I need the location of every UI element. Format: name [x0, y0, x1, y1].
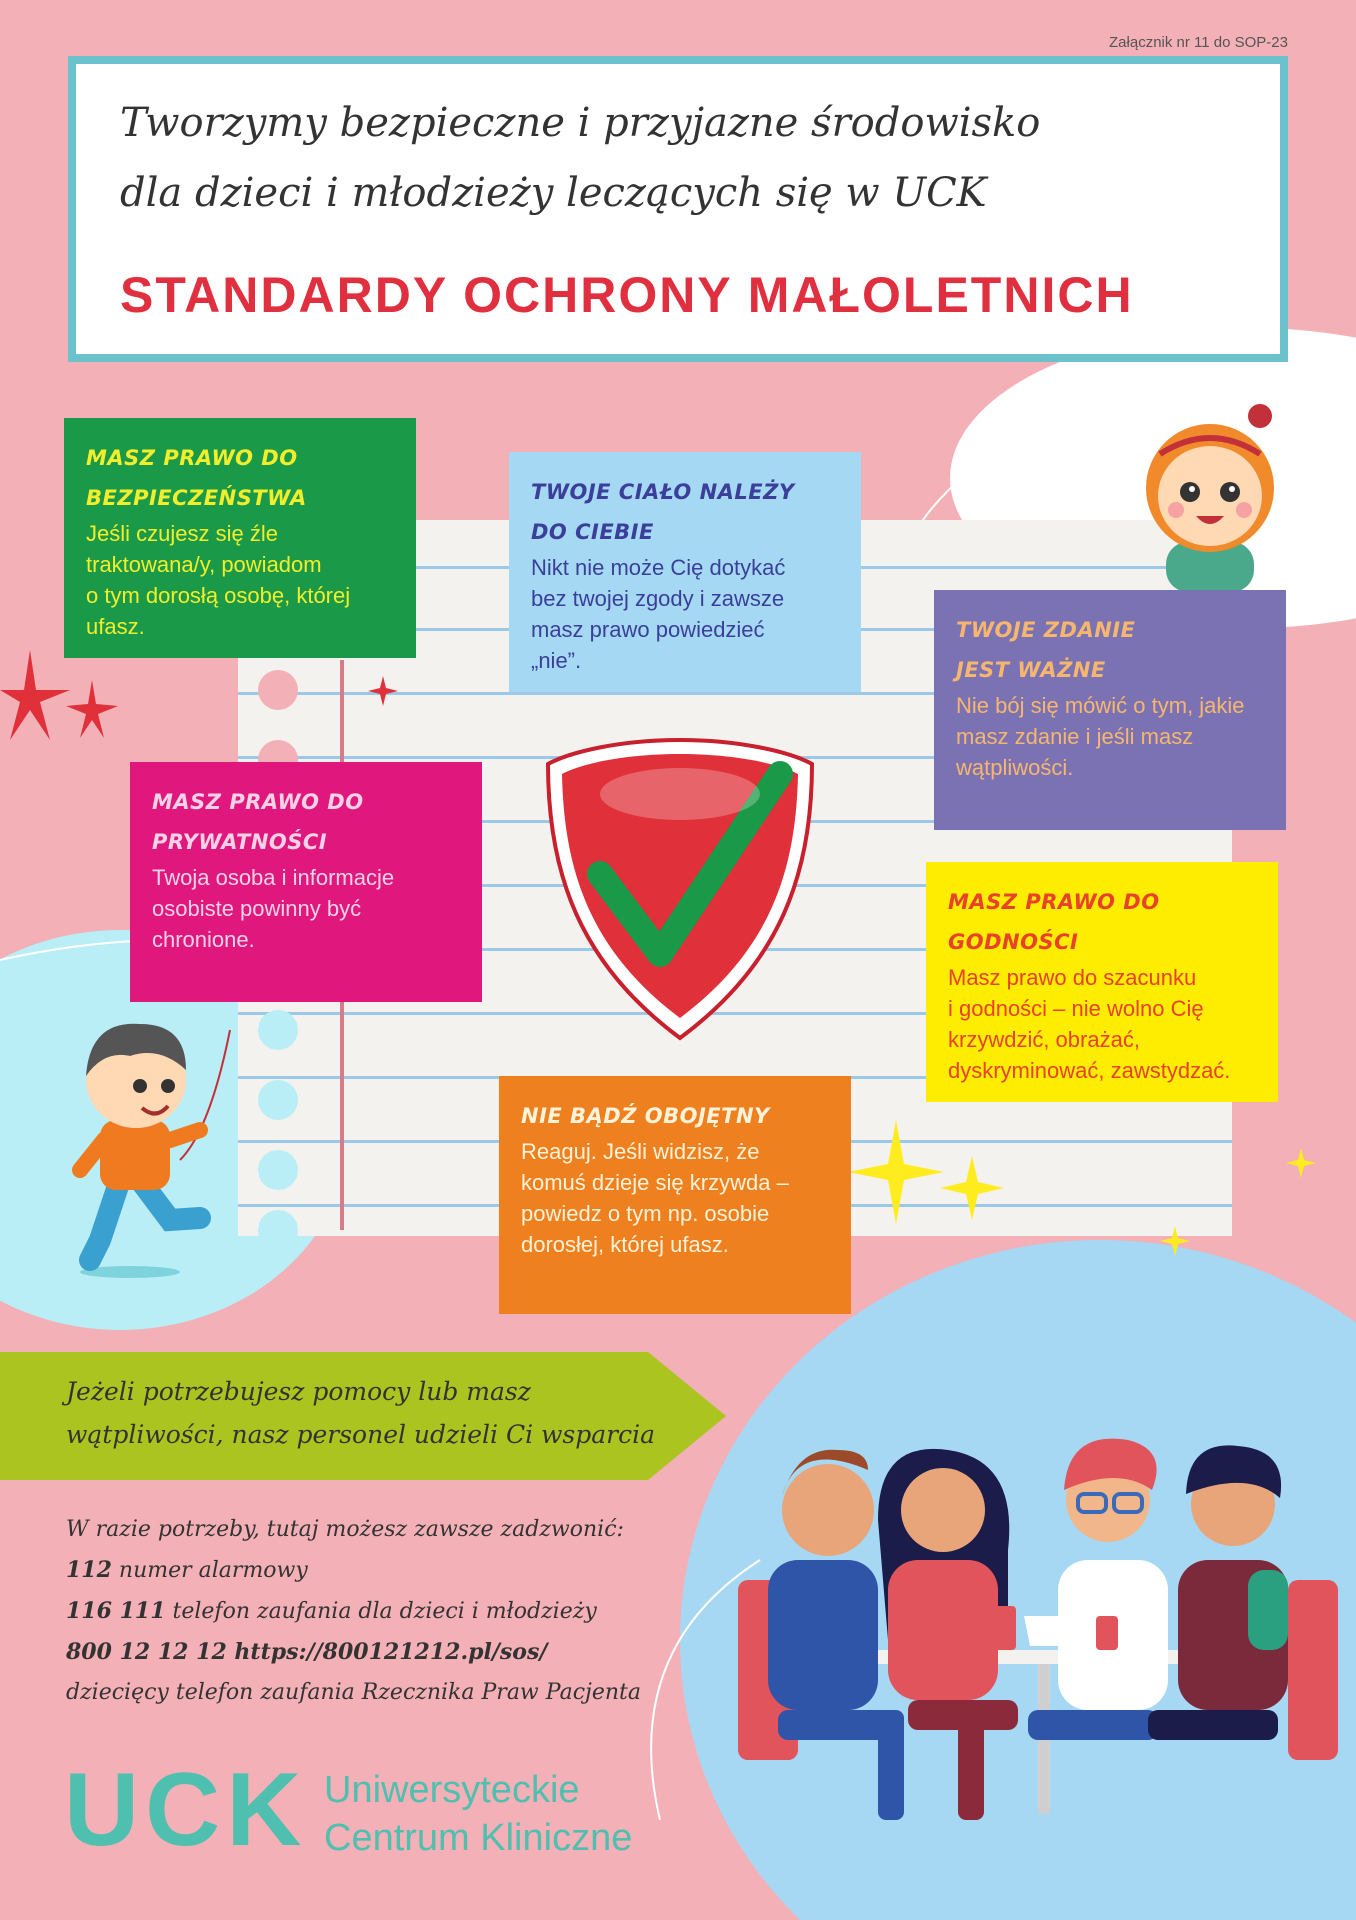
logo-name-line: Uniwersyteckie [324, 1769, 580, 1811]
card-dignity [926, 862, 1278, 1102]
card-safety [64, 418, 416, 658]
card-body [86, 518, 394, 642]
card-body-line: chronione. [152, 927, 255, 952]
phone-number[interactable]: 112 [66, 1557, 112, 1583]
card-body-line: dorosłej, której ufasz. [521, 1232, 729, 1257]
header-box [68, 56, 1288, 362]
card-body-line: powiedz o tym np. osobie [521, 1201, 770, 1226]
card-body-line: komuś dzieje się krzywda – [521, 1170, 789, 1195]
card-body [531, 552, 839, 676]
support-banner [66, 1370, 655, 1456]
card-body-line: krzywdzić, obrażać, [948, 1027, 1140, 1052]
card-dont-be-indifferent [499, 1076, 851, 1314]
card-body-line: dyskryminować, zawstydzać. [948, 1058, 1231, 1083]
card-title-line: DO CIEBIE [531, 520, 654, 544]
card-body-line: o tym dorosłą osobę, której [86, 583, 351, 608]
contact-intro: W razie potrzeby, tutaj możesz zawsze zadzwonić: [66, 1517, 624, 1542]
card-body-line: bez twojej zgody i zawsze [531, 586, 785, 611]
card-body [152, 862, 460, 955]
card-body-belongs [509, 452, 861, 692]
header-line-2: dla dzieci i młodzieży leczących się w UCK [120, 170, 987, 216]
card-title [956, 610, 1264, 690]
card-body-line: ufasz. [86, 614, 145, 639]
sparkle-icon [848, 1120, 1048, 1240]
contact-item [66, 1632, 641, 1673]
card-title [152, 782, 460, 862]
support-banner-line: wątpliwości, nasz personel udzieli Ci wsparcia [66, 1420, 656, 1449]
header-line-1: Tworzymy bezpieczne i przyjazne środowisko [120, 100, 1041, 146]
phone-number[interactable]: 116 111 [66, 1598, 166, 1624]
sparkle-icon [0, 640, 140, 760]
contact-item [66, 1550, 641, 1591]
card-title [531, 472, 839, 552]
card-body [948, 962, 1256, 1086]
card-body [521, 1136, 829, 1260]
card-title-line: GODNOŚCI [948, 930, 1079, 954]
uck-logo: UCK [64, 1752, 308, 1868]
card-body-line: wątpliwości. [956, 755, 1074, 780]
card-body-line: „nie”. [531, 648, 582, 673]
contact-item [66, 1591, 641, 1632]
card-body-line: traktowana/y, powiadom [86, 552, 322, 577]
card-body-line: osobiste powinny być [152, 896, 362, 921]
sparkle-icon [1286, 1148, 1316, 1178]
contact-desc-line: dziecięcy telefon zaufania Rzecznika Praw Pacjenta [66, 1680, 641, 1705]
uck-logo-name [324, 1766, 632, 1862]
card-title [86, 438, 394, 518]
card-body-line: Nie bój się mówić o tym, jakie [956, 693, 1245, 718]
card-title [948, 882, 1256, 962]
card-body-line: Reaguj. Jeśli widzisz, że [521, 1139, 760, 1164]
card-title-line: MASZ PRAWO DO [948, 890, 1160, 914]
shield-check-icon [540, 734, 820, 1044]
card-body-line: masz zdanie i jeśli masz [956, 724, 1194, 749]
contact-desc: telefon zaufania dla dzieci i młodzieży [165, 1599, 597, 1624]
card-body-line: i godności – nie wolno Cię [948, 996, 1204, 1021]
card-body-line: Nikt nie może Cię dotykać [531, 555, 786, 580]
card-title-line: NIE BĄDŹ OBOJĘTNY [521, 1104, 770, 1128]
logo-name-line: Centrum Kliniczne [324, 1817, 633, 1859]
card-body-line: masz prawo powiedzieć [531, 617, 765, 642]
card-body-line: Masz prawo do szacunku [948, 965, 1197, 990]
support-banner-line: Jeżeli potrzebujesz pomocy lub masz [66, 1377, 531, 1406]
card-body-line: Twoja osoba i informacje [152, 865, 395, 890]
contact-desc: numer alarmowy [111, 1558, 308, 1583]
group-at-table-illustration [728, 1410, 1348, 1850]
phone-number-and-link[interactable]: 800 12 12 12 https://800121212.pl/sos/ [66, 1639, 548, 1665]
card-title-line: TWOJE CIAŁO NALEŻY [531, 480, 795, 504]
girl-illustration [1120, 392, 1300, 592]
card-privacy [130, 762, 482, 1002]
sparkle-icon [1160, 1226, 1190, 1256]
sparkle-icon [368, 676, 398, 706]
card-title-line: TWOJE ZDANIE [956, 618, 1136, 642]
page-title: STANDARDY OCHRONY MAŁOLETNICH [120, 267, 1134, 323]
card-body [956, 690, 1264, 783]
card-title-line: PRYWATNOŚCI [152, 830, 328, 854]
contact-list [66, 1510, 641, 1713]
card-opinion [934, 590, 1286, 830]
card-body-line: Jeśli czujesz się źle [86, 521, 278, 546]
card-title-line: MASZ PRAWO DO [86, 446, 298, 470]
card-title-line: MASZ PRAWO DO [152, 790, 364, 814]
card-title [521, 1096, 829, 1136]
boy-illustration [60, 1010, 240, 1280]
card-title-line: JEST WAŻNE [956, 658, 1106, 682]
attachment-note: Załącznik nr 11 do SOP-23 [1109, 34, 1288, 51]
card-title-line: BEZPIECZEŃSTWA [86, 486, 307, 510]
